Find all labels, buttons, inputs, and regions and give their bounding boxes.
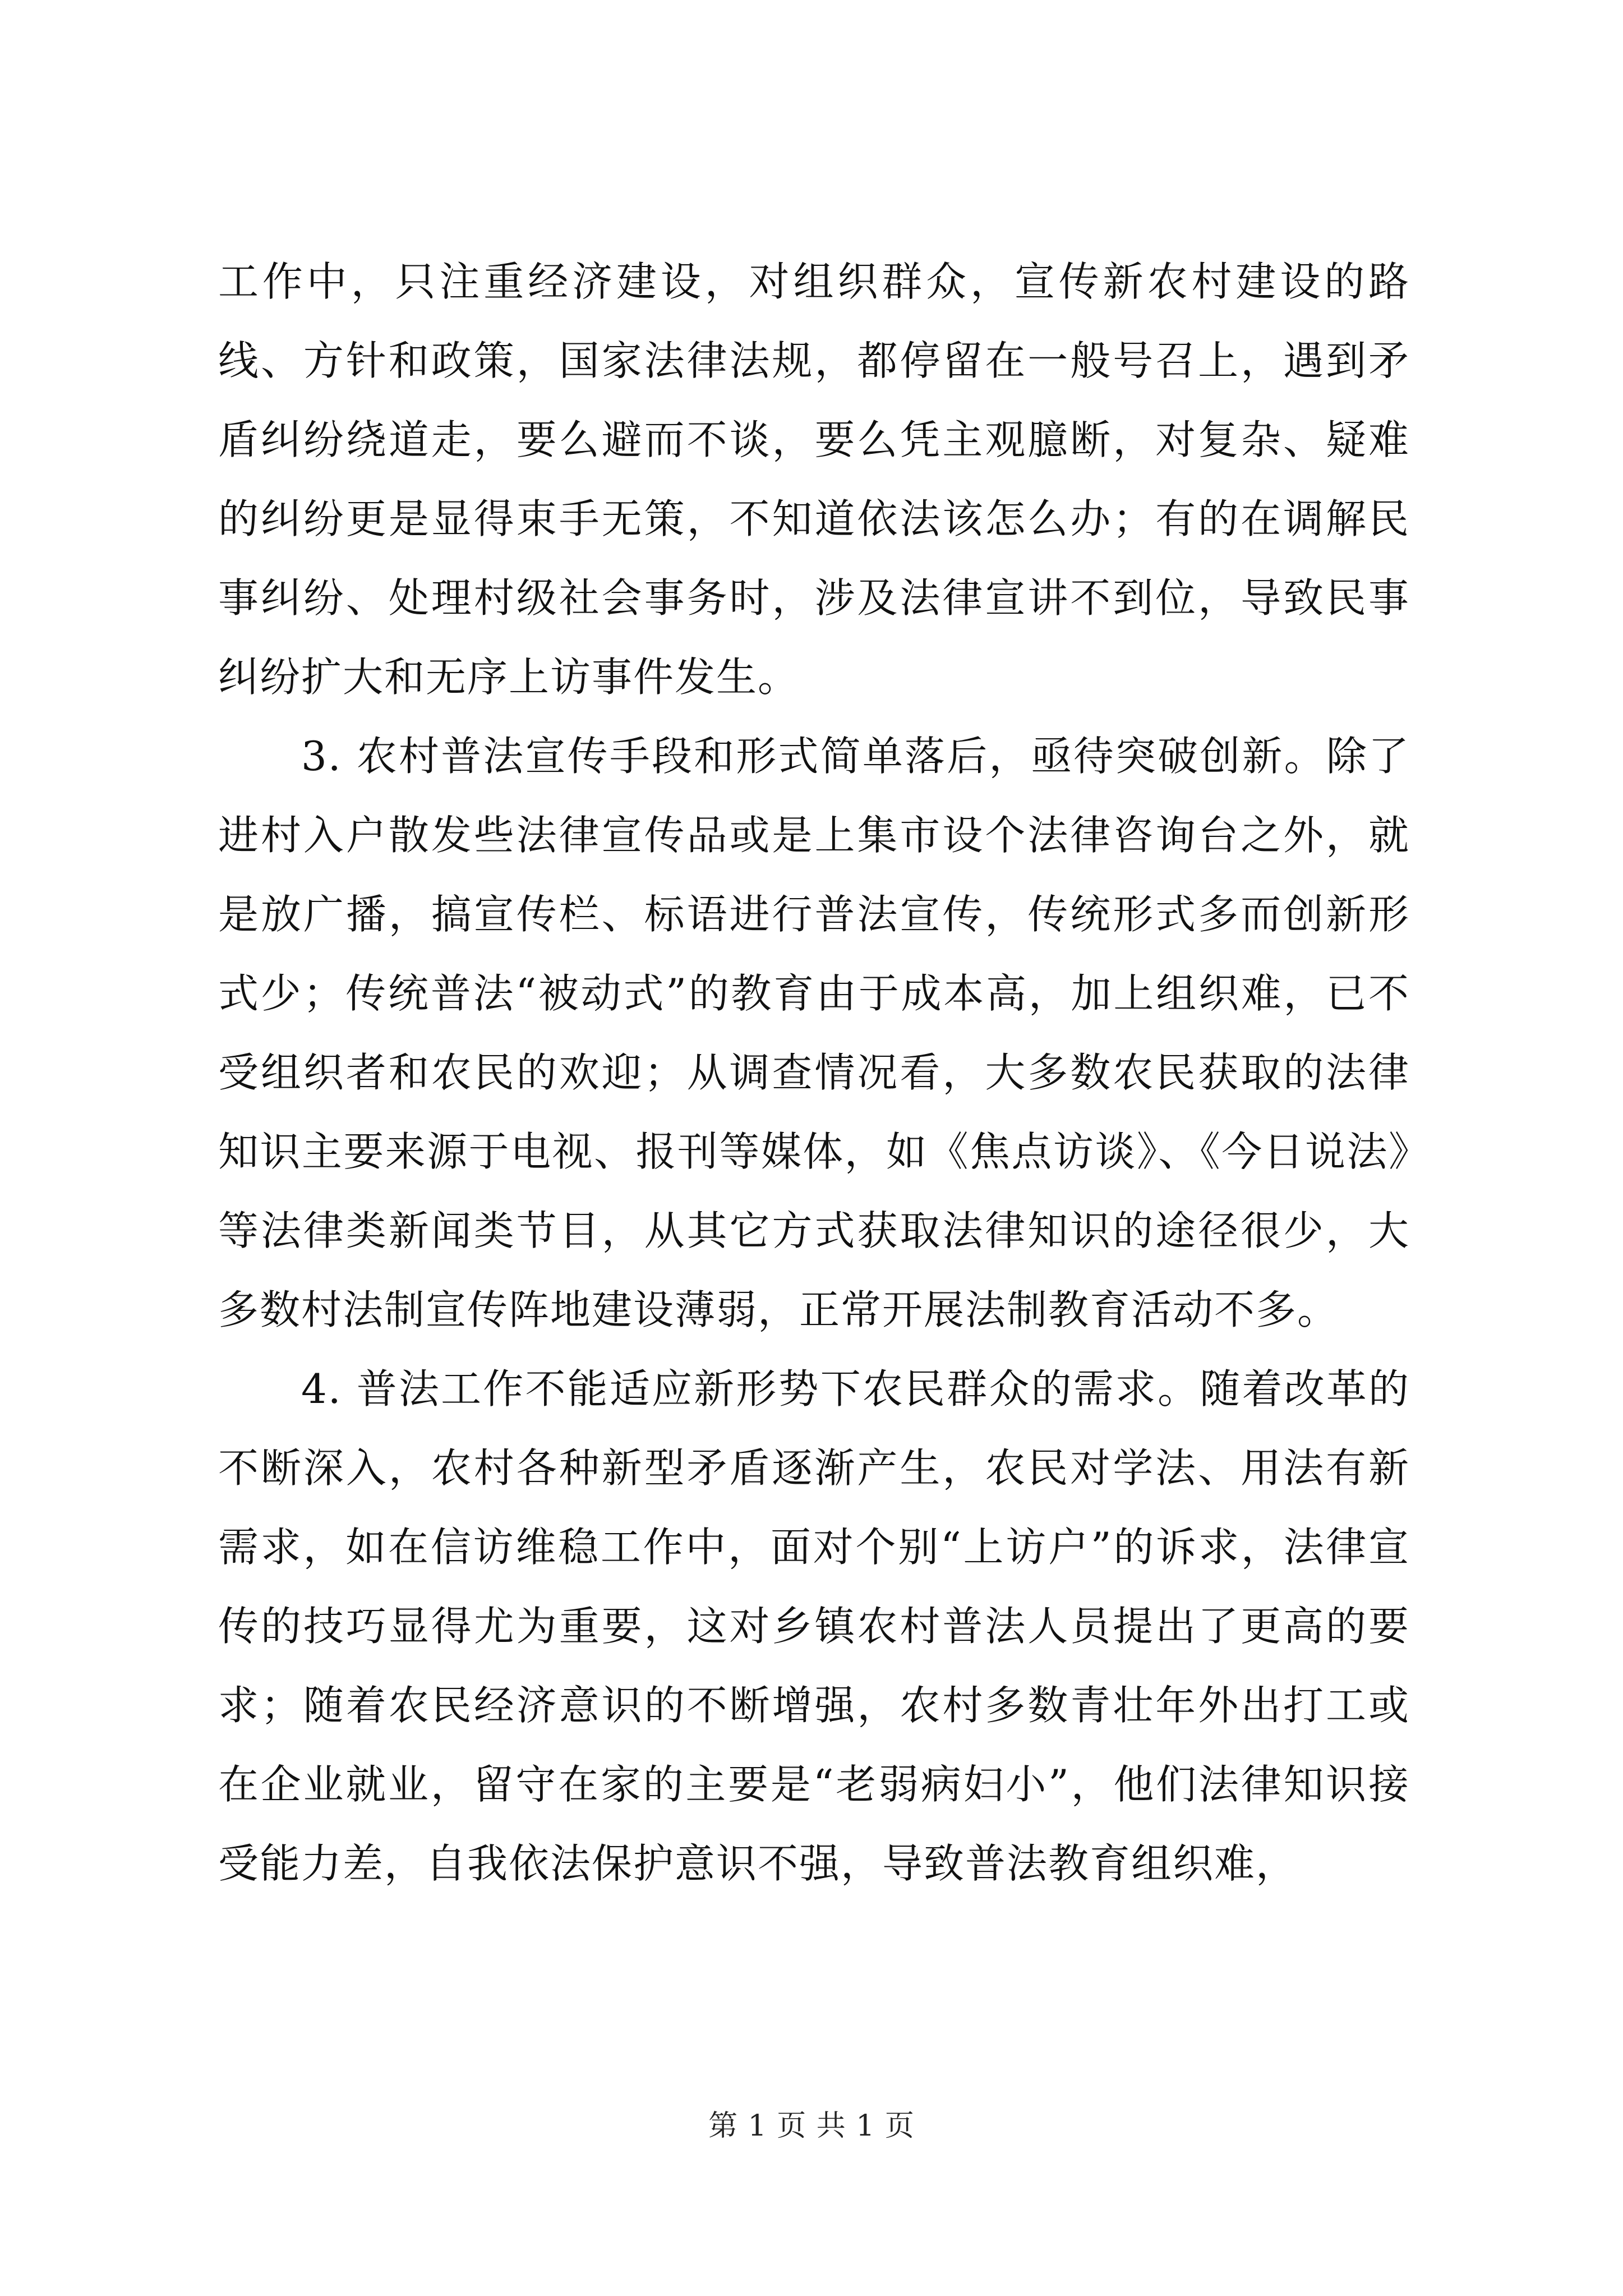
paragraph-3: 4. 普法工作不能适应新形势下农民群众的需求。随着改革的不断深入，农村各种新型矛盾逐渐产生，农民对学法、用法有新需求，如在信访维稳工作中，面对个别“上访户”的诉求，法律宣传的技巧显得尤为重要，这对乡镇农村普法人员提出了更高的要求；随着农民经济意识的不断增强，农村多数青壮年外出打工或在企业就业，留守在家的主要是“老弱病妇小”，他们法律知识接受能力差，自我依法保护意识不强，导致普法教育组织难， [218, 1365, 1410, 1887]
paragraph-1: 工作中，只注重经济建设，对组织群众，宣传新农村建设的路线、方针和政策，国家法律法规，都停留在一般号召上，遇到矛盾纠纷绕道走，要么避而不谈，要么凭主观臆断，对复杂、疑难的纠纷更是显得束手无策，不知道依法该怎么办；有的在调解民事纠纷、处理村级社会事务时，涉及法律宣讲不到位，导致民事纠纷扩大和无序上访事件发生。 [218, 258, 1410, 701]
paragraph-2: 3. 农村普法宣传手段和形式简单落后，亟待突破创新。除了进村入户散发些法律宣传品或是上集市设个法律咨询台之外，就是放广播，搞宣传栏、标语进行普法宣传，传统形式多而创新形式少；传统普法“被动式”的教育由于成本高，加上组织难，已不受组织者和农民的欢迎；从调查情况看，大多数农民获取的法律知识主要来源于电视、报刊等媒体，如《焦点访谈》、《今日说法》等法律类新闻类节目，从其它方式获取法律知识的途径很少，大多数村法制宣传阵地建设薄弱，正常开展法制教育活动不多。 [218, 733, 1410, 1333]
document-body [218, 242, 1410, 1903]
page-number-footer: 第 1 页 共 1 页 [708, 2109, 915, 2143]
